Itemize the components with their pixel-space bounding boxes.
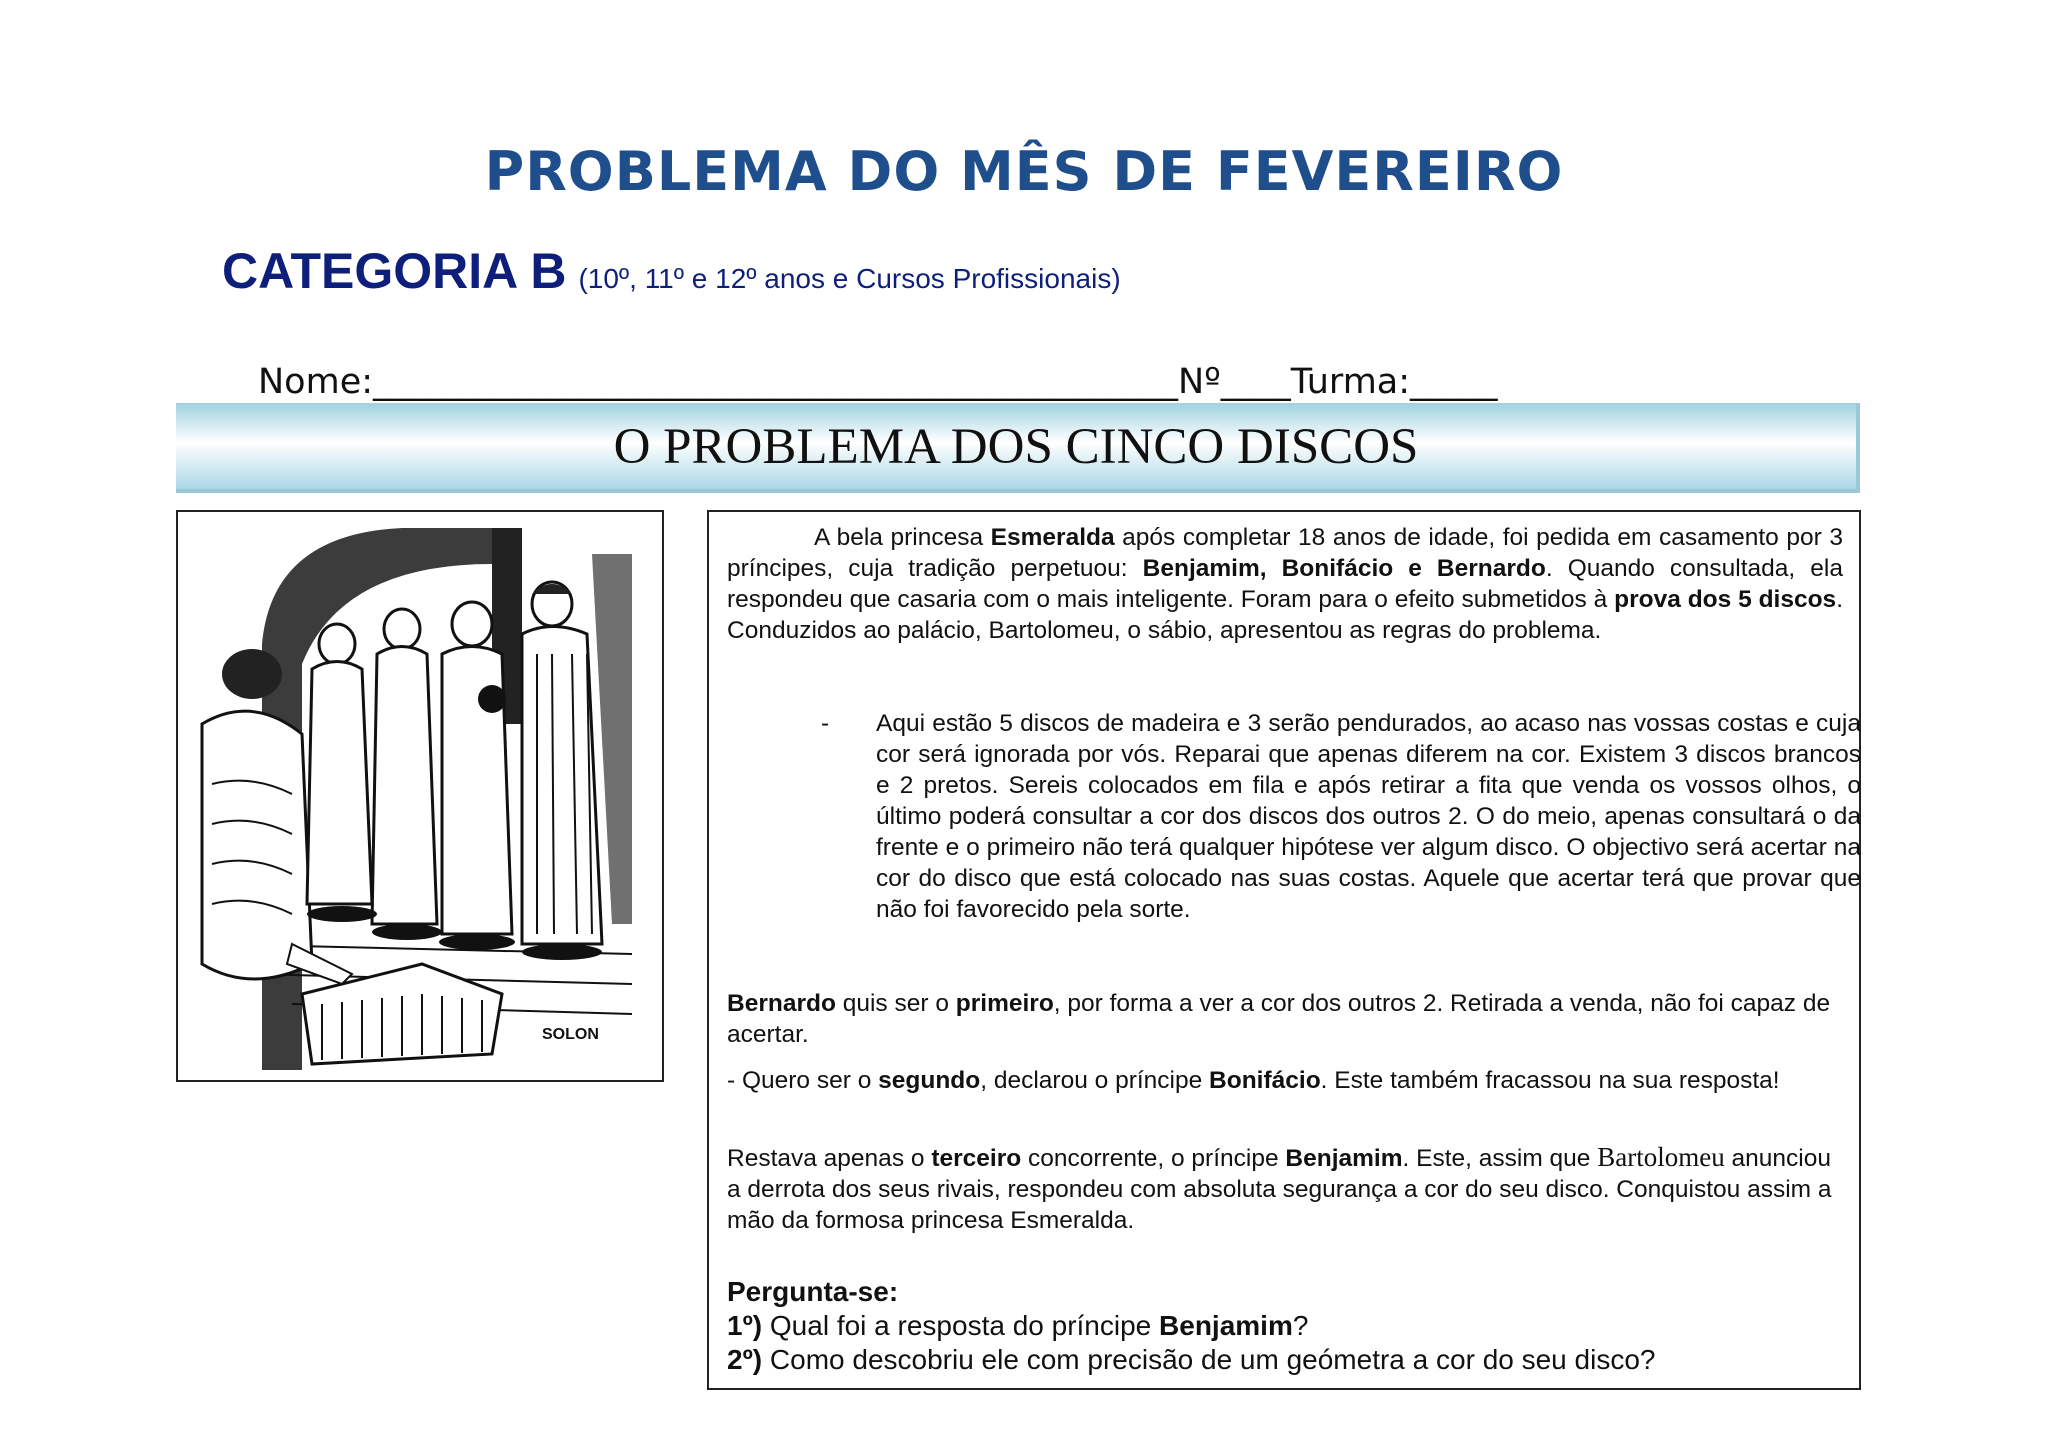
intro-text-1: A bela princesa <box>814 524 991 551</box>
question-1-mark: ? <box>1292 1310 1309 1341</box>
first-word: primeiro <box>955 990 1054 1017</box>
illustration-signature: SOLON <box>542 1026 599 1043</box>
questions-heading: Pergunta-se: <box>727 1276 899 1307</box>
category-heading <box>222 242 1121 300</box>
category-label: CATEGORIA B <box>222 243 567 299</box>
intro-text-2: após completar 18 anos de idade, foi pedida em casamento por 3 príncipes, cuja tradição perpetuou: <box>727 524 1843 582</box>
student-info-line: Nome:______________________________________________Nº____Turma:_____ <box>258 362 1498 402</box>
problem-banner <box>176 403 1860 493</box>
bonifacio-text-2: , declarou o príncipe <box>980 1067 1210 1094</box>
question-2-number: 2º) <box>727 1344 763 1375</box>
princes-names: Benjamim, Bonifácio e Bernardo <box>1142 555 1546 582</box>
third-word: terceiro <box>931 1145 1022 1172</box>
question-1-number: 1º) <box>727 1310 763 1341</box>
question-2 <box>727 1343 1843 1377</box>
question-1-name: Benjamim <box>1159 1310 1293 1341</box>
rules-text: Aqui estão 5 discos de madeira e 3 serão pendurados, ao acaso nas vossas costas e cuja cor será ignorada por vós. Reparai que apenas diferem na cor. Existem 3 discos brancos e 2 pretos. Sereis colocados em fila e após retirar a fita que venda os vossos olhos, o último poderá consultar a cor dos discos dos outros 2. O do meio, apenas consultará o da frente e o primeiro não terá qualquer hipótese ver algum disco. O objectivo será acertar na cor do disco que está colocado nas suas costas. Aquele que acertar terá que provar que não foi favorecido pela sorte. <box>876 710 1861 923</box>
bernardo-text-1: quis ser o <box>835 990 956 1017</box>
bonifacio-name: Bonifácio <box>1209 1067 1321 1094</box>
rules-bullet: - <box>821 710 830 737</box>
intro-text-4: . Conduzidos ao palácio, Bartolomeu, o sábio, apresentou as regras do problema. <box>727 586 1843 644</box>
bonifacio-text-3: . Este também fracassou na sua resposta! <box>1320 1067 1780 1094</box>
problem-title: O PROBLEMA DOS CINCO DISCOS <box>613 419 1419 475</box>
princess-name: Esmeralda <box>990 524 1115 551</box>
page-title: PROBLEMA DO MÊS DE FEVEREIRO <box>484 140 1564 203</box>
category-detail: (10º, 11º e 12º anos e Cursos Profissionais) <box>578 263 1121 294</box>
second-word: segundo <box>878 1067 981 1094</box>
bernardo-paragraph <box>727 988 1843 1050</box>
test-name: prova dos 5 discos <box>1614 586 1837 613</box>
bernardo-name: Bernardo <box>727 990 836 1017</box>
question-1-text: Qual foi a resposta do príncipe <box>762 1310 1160 1341</box>
sage-name: Bartolomeu <box>1597 1142 1725 1172</box>
benjamim-paragraph <box>727 1142 1843 1236</box>
question-1 <box>727 1309 1843 1343</box>
bernardo-text-2: , por forma a ver a cor dos outros 2. Retirada a venda, não foi capaz de acertar. <box>727 990 1831 1048</box>
benjamim-text-1: Restava apenas o <box>727 1145 932 1172</box>
intro-paragraph <box>727 522 1843 646</box>
benjamim-text-2: concorrente, o príncipe <box>1021 1145 1286 1172</box>
intro-text-3: . Quando consultada, ela respondeu que casaria com o mais inteligente. Foram para o efeito submetidos à <box>727 555 1843 613</box>
bonifacio-paragraph <box>727 1065 1843 1096</box>
princes-illustration <box>192 524 650 1070</box>
story-box <box>707 510 1861 1390</box>
bonifacio-text-1: - Quero ser o <box>727 1067 879 1094</box>
illustration-frame <box>176 510 664 1082</box>
benjamim-text-3: . Este, assim que <box>1402 1145 1598 1172</box>
question-2-text: Como descobriu ele com precisão de um geómetra a cor do seu disco? <box>762 1344 1656 1375</box>
benjamim-text-4: anunciou a derrota dos seus rivais, respondeu com absoluta segurança a cor do seu disco. Conquistou assim a mão da formosa princesa Esmeralda. <box>727 1145 1832 1234</box>
benjamim-name: Benjamim <box>1285 1145 1403 1172</box>
